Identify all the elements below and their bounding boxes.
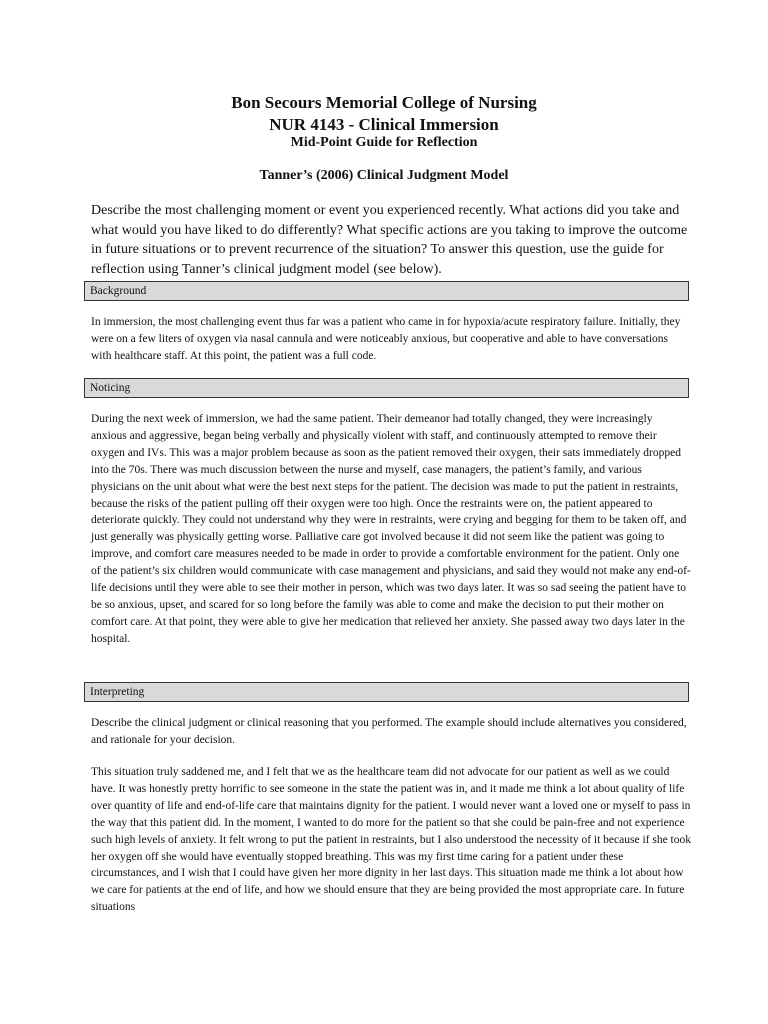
interpreting-prompt: Describe the clinical judgment or clinical reasoning that you performed. The example should include alternatives you considered, and rationale for your decision.: [91, 717, 687, 746]
guide-subtitle: Mid-Point Guide for Reflection: [290, 135, 478, 150]
college-title: Bon Secours Memorial College of Nursing: [231, 93, 537, 112]
interpreting-text: This situation truly saddened me, and I felt that we as the healthcare team did not advocate for our patient as well as we could have. It was honestly pretty horrific to see someone in the state the patient was in, and it made me think a lot about quality of life over quantity of life and end-of-life care that maintains dignity for the patient. I would never want a loved one or myself to pass in the way that this patient did. In the moment, I wanted to do more for the patient so that she could be pain-free and not experience such high levels of anxiety. It felt wrong to put the patient in restraints, but I also understood the necessity of it because if she took her oxygen off she would have eventually stopped breathing. This was my first time caring for a patient under these circumstances, and I wish that I could have given her more dignity in her last days. This situation made me think a lot about how we care for patients at the end of life, and how we should ensure that they are being provided the most appropriate care. In future situations: [91, 766, 691, 914]
model-title: Tanner’s (2006) Clinical Judgment Model: [259, 168, 509, 183]
section-bar-background: Background: [84, 281, 689, 301]
noticing-text: During the next week of immersion, we had the same patient. Their demeanor had totally changed, they were increasingly anxious and aggressive, began being verbally and physically violent with staff, and continuously attempted to remove their oxygen and IVs. This was a major problem because as soon as the patient removed their oxygen, their sats immediately dropped into the 70s. There was much discussion between the nurse and myself, case managers, the patient’s family, and various physicians on the unit about what were the best next steps for the patient. The decision was made to put the patient in restraints, because the risks of the patient pulling off their oxygen were too high. Once the restraints were on, the patient appeared to deteriorate quickly. They could not understand why they were in restraints, were crying and begging for them to be taken off, and just generally was physically getting worse. Palliative care got involved because it did not seem like the patient was going to improve, and comfort care measures needed to be made in order to provide a comfortable environment for the patient. Only one of the patient’s six children would communicate with case management and physicians, and said they would not make any end-of-life decisions until they were able to see their mother in person, which was two days later. It was so sad seeing the patient have to be so anxious, upset, and scared for so long before the family was able to come and make the decision to put their mother on comfort care. At that point, they were able to give her medication that relieved her anxiety. She passed away two days later in the hospital.: [91, 413, 691, 645]
intro-prompt: Describe the most challenging moment or event you experienced recently. What actions did you take and what would you have liked to do differently? What specific actions are you taking to improve the outcome in future situations or to prevent recurrence of the situation? To answer this question, use the guide for reflection using Tanner’s clinical judgment model (see below).: [91, 203, 688, 277]
course-title: NUR 4143 - Clinical Immersion: [269, 115, 499, 134]
background-text: In immersion, the most challenging event thus far was a patient who came in for hypoxia/acute respiratory failure. Initially, they were on a few liters of oxygen via nasal cannula and were noticeably anxious, but cooperative and able to have conversations with healthcare staff. At this point, the patient was a full code.: [91, 316, 681, 362]
section-bar-noticing: Noticing: [84, 378, 689, 398]
section-bar-interpreting: Interpreting: [84, 682, 689, 702]
